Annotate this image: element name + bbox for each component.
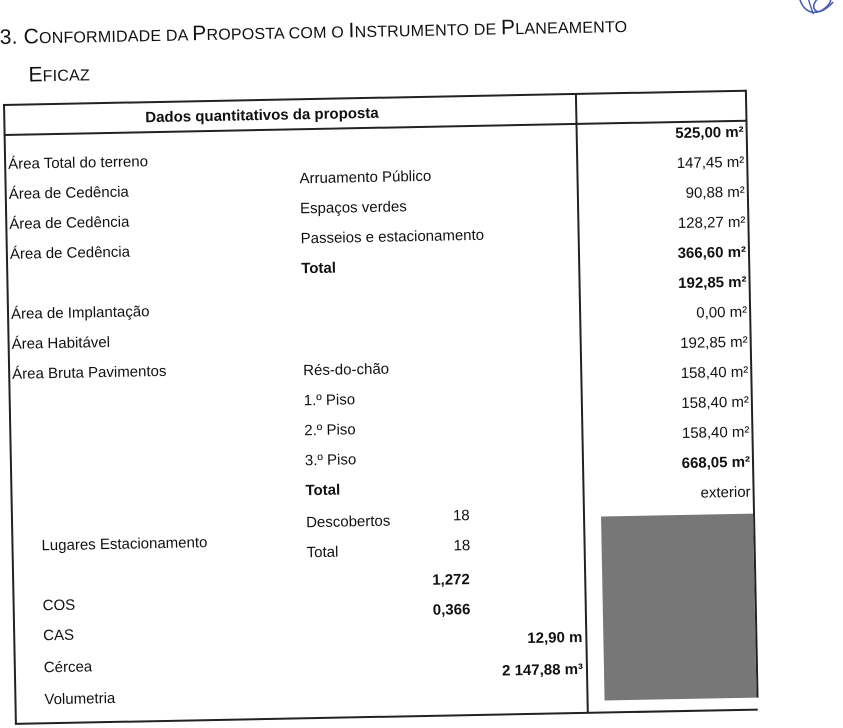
label-cedencia-2: Área de Cedência	[9, 213, 130, 233]
value-cas: 0,366	[432, 601, 471, 619]
piso1-value: 158,40 m²	[680, 363, 749, 382]
label-res-do-chao: Rés-do-chão	[303, 360, 390, 380]
value-descobertos: 18	[452, 507, 470, 525]
label-cedencia-3: Área de Cedência	[9, 243, 131, 263]
signature-mark	[793, 0, 837, 21]
label-passeios: Passeios e estacionamento	[300, 226, 485, 248]
cedencia-total-value: 366,60 m²	[677, 243, 747, 263]
parking-exterior-label: exterior	[700, 483, 751, 502]
section-heading-line1: 3. CONFORMIDADE DA PROPOSTA COM O INSTRUMENTO DE PLANEAMENTO	[0, 16, 628, 50]
piso2-value: 158,40 m²	[681, 393, 750, 412]
label-area-total: Área Total do terreno	[8, 153, 149, 173]
gross-area-value: 192,85 m²	[680, 333, 748, 353]
section-heading-line2: EFICAZ	[28, 63, 91, 87]
pavimentos-total-value: 668,05 m²	[681, 453, 751, 472]
label-piso-1: 1.º Piso	[303, 391, 356, 410]
value-parking-total: 18	[453, 537, 471, 555]
value-cercea: 12,90 m	[527, 628, 583, 647]
label-cedencia-1: Área de Cedência	[8, 183, 129, 203]
cedencia-verdes-value: 90,88 m²	[685, 183, 746, 202]
label-cercea: Cércea	[43, 658, 93, 677]
label-pavimentos-total: Total	[305, 481, 341, 500]
label-parking: Lugares Estacionamento	[41, 534, 208, 555]
shaded-cell	[601, 514, 757, 701]
total-area-value: 525,00 m²	[675, 123, 744, 143]
label-cos: COS	[42, 596, 76, 615]
label-volumetria: Volumetria	[44, 689, 116, 709]
value-cos: 1,272	[432, 571, 470, 589]
piso3-value: 158,40 m²	[681, 423, 750, 442]
implantation-value: 192,85 m²	[678, 273, 747, 293]
label-cedencia-total: Total	[301, 259, 337, 278]
cedencia-passeios-value: 128,27 m²	[677, 213, 746, 233]
value-volumetria: 2 147,88 m³	[501, 660, 584, 680]
label-piso-3: 3.º Piso	[304, 451, 357, 470]
label-descobertos: Descobertos	[305, 512, 391, 532]
table-title: Dados quantitativos da proposta	[145, 104, 379, 127]
label-parking-total: Total	[306, 543, 339, 562]
label-implantacao: Área de Implantação	[10, 303, 150, 323]
label-bruta-pavimentos: Área Bruta Pavimentos	[12, 362, 167, 383]
label-espacos-verdes: Espaços verdes	[299, 198, 407, 218]
label-habitavel: Área Habitável	[11, 333, 111, 353]
label-cas: CAS	[43, 626, 75, 645]
cedencia-arruamento-value: 147,45 m²	[676, 153, 745, 173]
label-piso-2: 2.º Piso	[304, 421, 356, 440]
label-arruamento: Arruamento Público	[299, 167, 432, 188]
habitable-value: 0,00 m²	[696, 303, 748, 322]
